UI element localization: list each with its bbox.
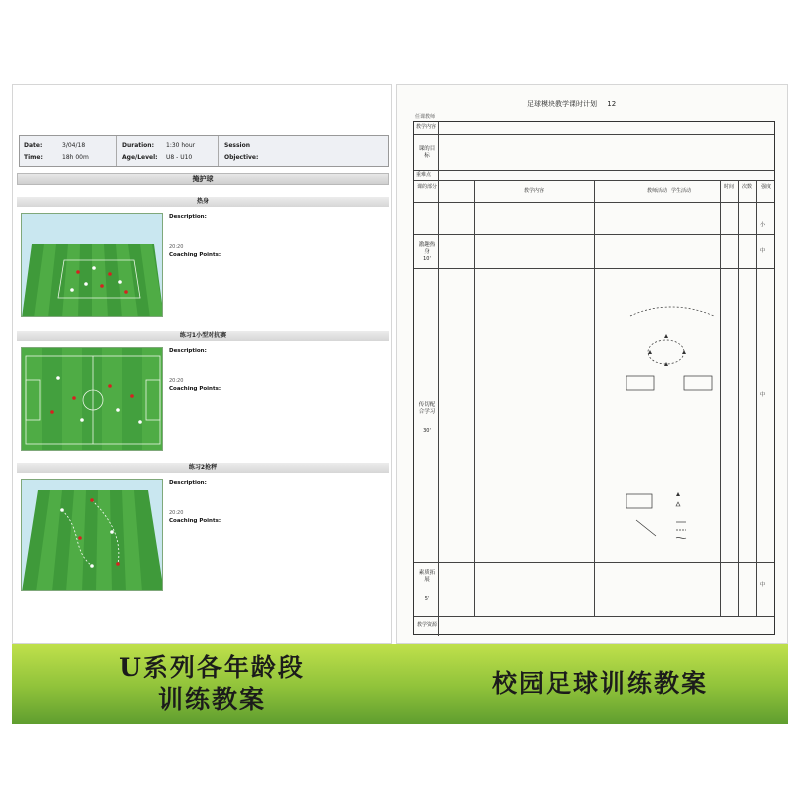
drill-3-header [17,463,389,473]
time-label: Time: [24,154,43,161]
banner-left-line-2: 训练教案 [157,685,266,714]
drill-1-coaching-label: Coaching Points: [169,252,222,258]
section-title-band [17,173,389,185]
drill-2-pitch-diagram [21,347,163,451]
promo-banner [12,644,788,724]
duration-label: Duration: [122,142,154,149]
drill-3-duration: 20:20 [169,510,184,516]
left-lesson-plan-sheet [12,84,392,644]
col-header-content: 教学内容 [523,188,544,194]
drill-2-description-label: Description: [169,348,207,354]
drill-3-description-label: Description: [169,480,207,486]
fitness-intensity: 中 [760,582,766,588]
col-divider [720,180,721,616]
col-header-count: 次数 [741,184,752,190]
drill-1-title: 热身 [196,198,209,205]
col-header-part: 课的部分 [417,184,438,190]
section-main-time: 30' [423,428,431,434]
col-divider [438,122,439,636]
drill-1-duration: 20:20 [169,244,184,250]
drill-3-pitch-diagram [21,479,163,591]
lesson-plan-table [413,121,775,635]
section-warmup-time: 10' [423,256,431,262]
age-level-value: U8 - U10 [166,154,193,161]
session-label: Session [224,142,250,149]
plan-title [527,99,616,109]
drill-2-coaching-label: Coaching Points: [169,386,222,392]
keypoints-label: 重难点 [416,172,432,178]
legend-diagram [626,492,718,552]
content-label: 教学内容 [416,124,437,130]
col-divider [738,180,739,616]
drill-2-title: 练习1小型对抗赛 [179,332,227,339]
date-value: 3/04/18 [62,142,86,149]
drill-1-pitch-diagram [21,213,163,317]
col-header-student: 学生活动 [670,188,691,194]
col-divider [756,180,757,616]
time-value: 18h 00m [62,154,89,161]
drill-3-coaching-label: Coaching Points: [169,518,222,524]
drill-1-header [17,197,389,207]
banner-right-title: 校园足球训练教案 [492,669,709,698]
resources-label: 教学资源 [416,622,437,628]
drill-2-duration: 20:20 [169,378,184,384]
drill-3-text [169,479,385,525]
row-divider [414,170,774,171]
col-header-teacher: 教师活动 [646,188,667,194]
banner-left-line-1: U系列各年龄段 [119,653,305,682]
info-divider [116,136,117,166]
drill-3-title: 练习2抢秤 [188,464,218,471]
right-lesson-plan-sheet [396,84,788,644]
drill-1-description-label: Description: [169,214,207,220]
section-main-part: 传切配合学习 [418,402,436,415]
banner-left-title [82,652,342,716]
teacher-line [415,113,435,120]
duration-value: 1:30 hour [166,142,196,149]
drill-1-text [169,213,385,259]
section-warmup-part: 激趣热身 [418,242,436,255]
row-divider [414,134,774,135]
col-divider [594,180,595,616]
row-divider [414,616,774,617]
drill-2-text [169,347,385,393]
lesson-number: 12 [607,100,617,108]
passing-drill-diagram [626,302,718,412]
section-fitness-part: 素质拓展 [418,570,436,583]
objectives-label: 课的目标 [418,146,436,159]
session-info-table [19,135,389,167]
teacher-label: 任课教师 [415,114,436,120]
col-divider [474,180,475,616]
col-header-time: 时间 [723,184,734,190]
main-intensity: 中 [760,392,766,398]
col-header-intensity: 强度 [760,184,771,190]
warmup-intensity-2: 中 [760,248,766,254]
warmup-intensity-1: 小 [760,222,766,228]
info-divider [218,136,219,166]
objective-label: Objective: [224,154,259,161]
drill-2-header [17,331,389,341]
age-level-label: Age/Level: [122,154,158,161]
plan-title-text: 足球模块教学课时计划 [527,100,597,108]
section-title: 掩护球 [192,175,214,183]
date-label: Date: [24,142,43,149]
section-fitness-time: 5' [424,596,430,602]
